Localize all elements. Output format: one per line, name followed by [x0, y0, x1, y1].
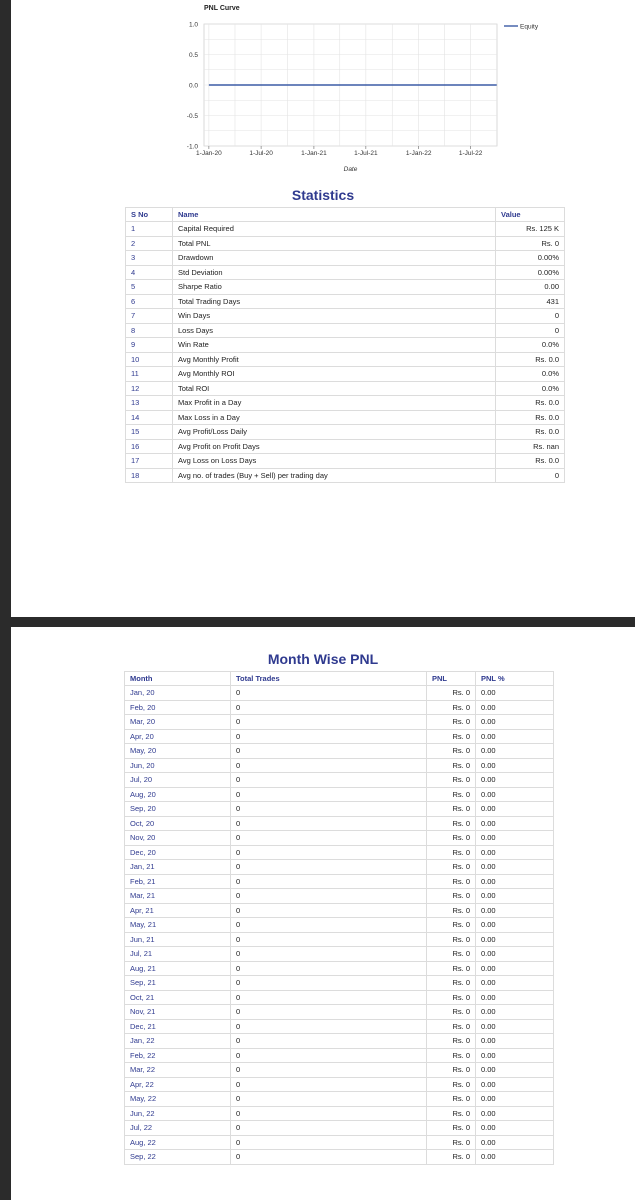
month-row: [125, 831, 554, 846]
x-tick-label: 1-Jul-20: [249, 150, 273, 157]
stat-sno: 13: [126, 396, 173, 411]
x-tick-label: 1-Jan-20: [196, 150, 222, 157]
pnl-cell: Rs. 0: [427, 1077, 476, 1092]
month-row: [125, 918, 554, 933]
legend-label: Equity: [520, 23, 539, 31]
month-row: [125, 729, 554, 744]
statistics-row: [126, 323, 565, 338]
total-trades-cell: 0: [231, 918, 427, 933]
month-row: [125, 990, 554, 1005]
month-row: [125, 976, 554, 991]
stat-sno: 11: [126, 367, 173, 382]
stat-name: Total ROI: [173, 381, 496, 396]
month-header: Month: [125, 672, 231, 686]
statistics-row: [126, 309, 565, 324]
stat-value: 0.0%: [496, 367, 565, 382]
total-trades-cell: 0: [231, 1063, 427, 1078]
stat-name: Avg Monthly Profit: [173, 352, 496, 367]
pnl-pct-cell: 0.00: [476, 1092, 554, 1107]
month-cell: Jun, 22: [125, 1106, 231, 1121]
pnl-cell: Rs. 0: [427, 1092, 476, 1107]
stat-value: 0: [496, 323, 565, 338]
month-row: [125, 1077, 554, 1092]
statistics-row: [126, 265, 565, 280]
month-row: [125, 1034, 554, 1049]
pnl-pct-cell: 0.00: [476, 932, 554, 947]
pnl-pct-cell: 0.00: [476, 889, 554, 904]
total-trades-cell: 0: [231, 874, 427, 889]
statistics-row: [126, 454, 565, 469]
total-trades-cell: 0: [231, 773, 427, 788]
pnl-cell: Rs. 0: [427, 1005, 476, 1020]
statistics-row: [126, 251, 565, 266]
pnl-pct-cell: 0.00: [476, 918, 554, 933]
month-cell: Sep, 22: [125, 1150, 231, 1165]
pnl-pct-cell: 0.00: [476, 990, 554, 1005]
statistics-row: [126, 280, 565, 295]
stat-name: Max Loss in a Day: [173, 410, 496, 425]
stat-sno: 16: [126, 439, 173, 454]
pnl-cell: Rs. 0: [427, 1048, 476, 1063]
month-cell: May, 22: [125, 1092, 231, 1107]
month-row: [125, 700, 554, 715]
pnl-pct-cell: 0.00: [476, 1063, 554, 1078]
stat-name: Total PNL: [173, 236, 496, 251]
month-cell: Nov, 20: [125, 831, 231, 846]
stat-value: 0.00%: [496, 251, 565, 266]
stat-sno: 12: [126, 381, 173, 396]
stat-value: Rs. 0: [496, 236, 565, 251]
stat-name: Sharpe Ratio: [173, 280, 496, 295]
sno-header: S No: [126, 208, 173, 222]
pnl-cell: Rs. 0: [427, 860, 476, 875]
pnl-cell: Rs. 0: [427, 889, 476, 904]
month-cell: Nov, 21: [125, 1005, 231, 1020]
pnl-pct-cell: 0.00: [476, 729, 554, 744]
statistics-table: [125, 207, 565, 483]
statistics-row: [126, 396, 565, 411]
pnl-pct-cell: 0.00: [476, 802, 554, 817]
month-cell: Apr, 22: [125, 1077, 231, 1092]
pnl-cell: Rs. 0: [427, 1135, 476, 1150]
pnl-cell: Rs. 0: [427, 845, 476, 860]
pnl-pct-cell: 0.00: [476, 1034, 554, 1049]
pnl-cell: Rs. 0: [427, 976, 476, 991]
month-row: [125, 1150, 554, 1165]
month-row: [125, 947, 554, 962]
stat-sno: 7: [126, 309, 173, 324]
total-trades-cell: 0: [231, 990, 427, 1005]
month-cell: Sep, 21: [125, 976, 231, 991]
statistics-row: [126, 222, 565, 237]
y-tick-label: 0.0: [188, 82, 198, 90]
total-trades-cell: 0: [231, 816, 427, 831]
stat-value: Rs. 0.0: [496, 352, 565, 367]
month-row: [125, 1048, 554, 1063]
total-trades-cell: 0: [231, 961, 427, 976]
total-trades-cell: 0: [231, 932, 427, 947]
pnl-pct-cell: 0.00: [476, 845, 554, 860]
y-tick-label: -0.5: [186, 113, 198, 120]
pnl-cell: Rs. 0: [427, 758, 476, 773]
stat-name: Drawdown: [173, 251, 496, 266]
stat-sno: 10: [126, 352, 173, 367]
total-trades-cell: 0: [231, 889, 427, 904]
pnl-pct-cell: 0.00: [476, 1048, 554, 1063]
month-cell: Mar, 20: [125, 715, 231, 730]
total-trades-cell: 0: [231, 1135, 427, 1150]
pnl-cell: Rs. 0: [427, 831, 476, 846]
month-wise-pnl-title: Month Wise PNL: [267, 651, 379, 667]
pnl-pct-cell: 0.00: [476, 1106, 554, 1121]
total-trades-cell: 0: [231, 802, 427, 817]
report-page-1: [11, 0, 635, 617]
month-header-row: [125, 672, 554, 686]
total-trades-cell: 0: [231, 1121, 427, 1136]
month-row: [125, 1019, 554, 1034]
stat-value: 0.00: [496, 280, 565, 295]
month-cell: Dec, 20: [125, 845, 231, 860]
x-axis-label: Date: [343, 166, 358, 173]
stat-name: Avg Loss on Loss Days: [173, 454, 496, 469]
pnl-cell: Rs. 0: [427, 1019, 476, 1034]
pnl-pct-cell: 0.00: [476, 1019, 554, 1034]
month-wise-pnl-table: [124, 671, 554, 1165]
pnl-pct-cell: 0.00: [476, 1135, 554, 1150]
month-row: [125, 758, 554, 773]
total-trades-cell: 0: [231, 758, 427, 773]
pnl-pct-cell: 0.00: [476, 947, 554, 962]
total-trades-cell: 0: [231, 744, 427, 759]
stat-name: Std Deviation: [173, 265, 496, 280]
stat-name: Avg no. of trades (Buy + Sell) per trading day: [173, 468, 496, 483]
stat-sno: 1: [126, 222, 173, 237]
total-trades-cell: 0: [231, 1150, 427, 1165]
total-trades-cell: 0: [231, 1106, 427, 1121]
pnl-pct-cell: 0.00: [476, 831, 554, 846]
pnl-cell: Rs. 0: [427, 802, 476, 817]
total-trades-cell: 0: [231, 947, 427, 962]
pnl-cell: Rs. 0: [427, 1106, 476, 1121]
stat-sno: 14: [126, 410, 173, 425]
pnl-pct-cell: 0.00: [476, 758, 554, 773]
month-cell: Feb, 20: [125, 700, 231, 715]
total-trades-cell: 0: [231, 1092, 427, 1107]
statistics-row: [126, 352, 565, 367]
x-tick-label: 1-Jan-21: [301, 150, 327, 157]
stat-name: Win Rate: [173, 338, 496, 353]
pnl-pct-cell: 0.00: [476, 903, 554, 918]
total-trades-cell: 0: [231, 686, 427, 701]
chart-title: PNL Curve: [204, 5, 240, 12]
stat-name: Avg Profit/Loss Daily: [173, 425, 496, 440]
total-trades-cell: 0: [231, 715, 427, 730]
month-cell: Dec, 21: [125, 1019, 231, 1034]
month-row: [125, 1063, 554, 1078]
pnl-cell: Rs. 0: [427, 1034, 476, 1049]
month-cell: Jan, 22: [125, 1034, 231, 1049]
stat-name: Total Trading Days: [173, 294, 496, 309]
month-row: [125, 816, 554, 831]
stat-sno: 9: [126, 338, 173, 353]
month-row: [125, 1121, 554, 1136]
stat-sno: 4: [126, 265, 173, 280]
pnl-pct-cell: 0.00: [476, 1077, 554, 1092]
total-trades-cell: 0: [231, 831, 427, 846]
statistics-header-row: [126, 208, 565, 222]
total-trades-cell: 0: [231, 1005, 427, 1020]
total-trades-cell: 0: [231, 845, 427, 860]
month-cell: May, 20: [125, 744, 231, 759]
month-cell: Aug, 22: [125, 1135, 231, 1150]
pnl-pct-cell: 0.00: [476, 1005, 554, 1020]
pnl-pct-cell: 0.00: [476, 773, 554, 788]
pnl-cell: Rs. 0: [427, 1063, 476, 1078]
pnl-pct-cell: 0.00: [476, 744, 554, 759]
stat-value: Rs. 0.0: [496, 396, 565, 411]
total-trades-cell: 0: [231, 1019, 427, 1034]
pnl-cell: Rs. 0: [427, 903, 476, 918]
stat-sno: 17: [126, 454, 173, 469]
month-row: [125, 874, 554, 889]
total-trades-cell: 0: [231, 729, 427, 744]
month-row: [125, 961, 554, 976]
total-trades-cell: 0: [231, 903, 427, 918]
total-trades-cell: 0: [231, 1077, 427, 1092]
pnl-pct-cell: 0.00: [476, 1150, 554, 1165]
month-cell: Aug, 20: [125, 787, 231, 802]
month-row: [125, 787, 554, 802]
pnl-cell: Rs. 0: [427, 918, 476, 933]
stat-value: 0.00%: [496, 265, 565, 280]
stat-sno: 5: [126, 280, 173, 295]
month-row: [125, 802, 554, 817]
stat-value: Rs. 0.0: [496, 410, 565, 425]
statistics-row: [126, 425, 565, 440]
total-trades-cell: 0: [231, 787, 427, 802]
pnl-pct-cell: 0.00: [476, 700, 554, 715]
statistics-row: [126, 367, 565, 382]
pnl-cell: Rs. 0: [427, 787, 476, 802]
pnl-cell: Rs. 0: [427, 816, 476, 831]
month-row: [125, 744, 554, 759]
month-row: [125, 715, 554, 730]
stat-value: 0.0%: [496, 381, 565, 396]
statistics-row: [126, 338, 565, 353]
pnl-cell: Rs. 0: [427, 947, 476, 962]
pnl-cell: Rs. 0: [427, 715, 476, 730]
statistics-row: [126, 410, 565, 425]
statistics-title: Statistics: [291, 187, 355, 203]
stat-sno: 15: [126, 425, 173, 440]
stat-sno: 6: [126, 294, 173, 309]
pnl-pct-cell: 0.00: [476, 976, 554, 991]
stat-name: Avg Profit on Profit Days: [173, 439, 496, 454]
stat-sno: 3: [126, 251, 173, 266]
month-cell: Jan, 21: [125, 860, 231, 875]
month-row: [125, 932, 554, 947]
month-cell: Jan, 20: [125, 686, 231, 701]
month-cell: Feb, 21: [125, 874, 231, 889]
total-trades-cell: 0: [231, 700, 427, 715]
month-cell: Jul, 22: [125, 1121, 231, 1136]
pnl-pct-header: PNL %: [476, 672, 554, 686]
stat-value: 0: [496, 309, 565, 324]
pnl-cell: Rs. 0: [427, 686, 476, 701]
pnl-cell: Rs. 0: [427, 729, 476, 744]
stat-value: Rs. nan: [496, 439, 565, 454]
month-cell: Oct, 20: [125, 816, 231, 831]
x-tick-label: 1-Jul-22: [458, 150, 483, 157]
statistics-row: [126, 236, 565, 251]
pnl-cell: Rs. 0: [427, 990, 476, 1005]
month-cell: Mar, 21: [125, 889, 231, 904]
pnl-cell: Rs. 0: [427, 874, 476, 889]
x-tick-label: 1-Jul-21: [354, 150, 378, 157]
month-row: [125, 1092, 554, 1107]
pnl-pct-cell: 0.00: [476, 961, 554, 976]
pnl-chart-svg: [161, 0, 601, 180]
total-trades-cell: 0: [231, 1048, 427, 1063]
month-cell: Aug, 21: [125, 961, 231, 976]
total-trades-cell: 0: [231, 1034, 427, 1049]
y-tick-label: 0.5: [188, 52, 198, 59]
stat-value: Rs. 0.0: [496, 425, 565, 440]
total-trades-header: Total Trades: [231, 672, 427, 686]
total-trades-cell: 0: [231, 976, 427, 991]
stat-sno: 2: [126, 236, 173, 251]
month-cell: Jul, 21: [125, 947, 231, 962]
month-cell: Jun, 20: [125, 758, 231, 773]
pnl-header: PNL: [427, 672, 476, 686]
x-tick-label: 1-Jan-22: [405, 150, 432, 157]
month-cell: Sep, 20: [125, 802, 231, 817]
pnl-pct-cell: 0.00: [476, 860, 554, 875]
stat-name: Avg Monthly ROI: [173, 367, 496, 382]
pnl-pct-cell: 0.00: [476, 715, 554, 730]
total-trades-cell: 0: [231, 860, 427, 875]
stat-sno: 8: [126, 323, 173, 338]
stat-value: Rs. 125 K: [496, 222, 565, 237]
stat-sno: 18: [126, 468, 173, 483]
statistics-row: [126, 381, 565, 396]
month-cell: Feb, 22: [125, 1048, 231, 1063]
month-row: [125, 1135, 554, 1150]
month-cell: May, 21: [125, 918, 231, 933]
month-row: [125, 845, 554, 860]
pnl-cell: Rs. 0: [427, 773, 476, 788]
y-tick-label: 1.0: [188, 21, 198, 29]
report-page-2: [11, 627, 635, 1200]
month-cell: Jun, 21: [125, 932, 231, 947]
pnl-pct-cell: 0.00: [476, 816, 554, 831]
pnl-cell: Rs. 0: [427, 961, 476, 976]
value-header: Value: [496, 208, 565, 222]
stat-name: Win Days: [173, 309, 496, 324]
name-header: Name: [173, 208, 496, 222]
pnl-cell: Rs. 0: [427, 932, 476, 947]
statistics-row: [126, 439, 565, 454]
pnl-cell: Rs. 0: [427, 700, 476, 715]
stat-name: Max Profit in a Day: [173, 396, 496, 411]
pnl-cell: Rs. 0: [427, 1150, 476, 1165]
month-cell: Apr, 21: [125, 903, 231, 918]
statistics-row: [126, 468, 565, 483]
month-row: [125, 903, 554, 918]
pnl-cell: Rs. 0: [427, 744, 476, 759]
month-row: [125, 889, 554, 904]
pnl-pct-cell: 0.00: [476, 874, 554, 889]
stat-value: 431: [496, 294, 565, 309]
pnl-cell: Rs. 0: [427, 1121, 476, 1136]
month-row: [125, 686, 554, 701]
month-row: [125, 773, 554, 788]
pnl-pct-cell: 0.00: [476, 787, 554, 802]
month-cell: Oct, 21: [125, 990, 231, 1005]
pnl-chart: [161, 0, 601, 180]
pnl-pct-cell: 0.00: [476, 686, 554, 701]
month-cell: Jul, 20: [125, 773, 231, 788]
month-cell: Mar, 22: [125, 1063, 231, 1078]
month-row: [125, 1106, 554, 1121]
y-tick-label: -1.0: [186, 143, 198, 151]
stat-value: 0: [496, 468, 565, 483]
statistics-row: [126, 294, 565, 309]
month-row: [125, 860, 554, 875]
stat-value: Rs. 0.0: [496, 454, 565, 469]
stat-name: Loss Days: [173, 323, 496, 338]
stat-name: Capital Required: [173, 222, 496, 237]
month-row: [125, 1005, 554, 1020]
month-cell: Apr, 20: [125, 729, 231, 744]
stat-value: 0.0%: [496, 338, 565, 353]
pnl-pct-cell: 0.00: [476, 1121, 554, 1136]
